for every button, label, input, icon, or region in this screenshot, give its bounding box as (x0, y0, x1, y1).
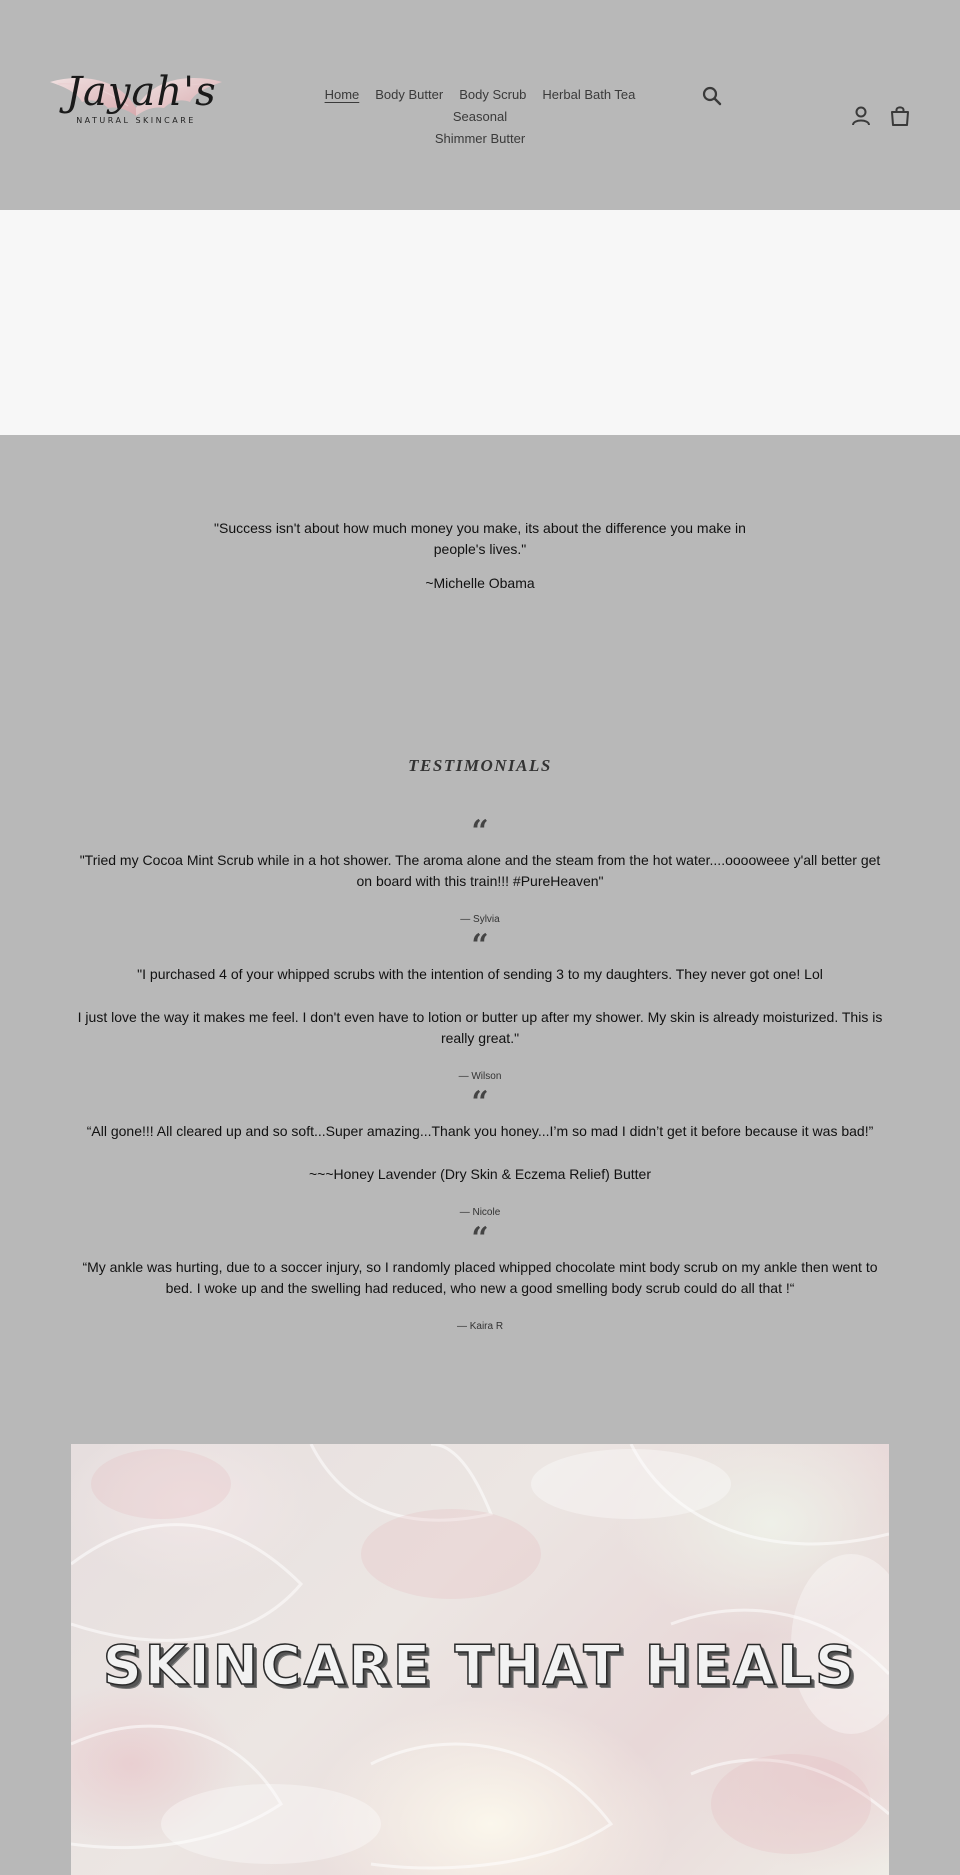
logo-script: Jayah's (66, 69, 217, 115)
site-header (0, 0, 960, 210)
testimonial-item (72, 1221, 888, 1332)
nav-item-herbal-bath-tea[interactable]: Herbal Bath Tea (542, 87, 636, 102)
nav-item-body-scrub[interactable]: Body Scrub (459, 87, 527, 102)
cart-button[interactable] (888, 104, 912, 128)
testimonial-author: — Wilson (458, 1071, 502, 1082)
search-icon (700, 84, 724, 108)
testimonial-text: “My ankle was hurting, due to a soccer injury, so I randomly placed whipped chocolate mint body scrub on my ankle then went to bed. I woke up and the swelling had reduced, who new a good smelling body scrub could do all that !“ (82, 1259, 878, 1296)
account-button[interactable] (849, 104, 873, 128)
hero-placeholder (0, 210, 960, 435)
cart-icon (888, 104, 912, 128)
testimonial-text: “All gone!!! All cleared up and so soft...Super amazing...Thank you honey...I’m so mad I didn’t get it before because it was bad!” (86, 1123, 874, 1139)
testimonial-author: — Kaira R (456, 1321, 504, 1332)
quote-text: "Success isn't about how much money you make, its about the difference you make in people's lives." (214, 520, 746, 557)
testimonial-text: "Tried my Cocoa Mint Scrub while in a hot shower. The aroma alone and the steam from the hot water....ooooweee y'all better get on board with this train!!! #PureHeaven" (79, 852, 881, 889)
nav-item-body-butter[interactable]: Body Butter (375, 87, 444, 102)
search-button[interactable] (700, 84, 724, 108)
testimonial-author: — Nicole (459, 1207, 501, 1218)
nav-item-seasonal[interactable]: Seasonal (452, 109, 508, 124)
testimonial-author: — Sylvia (460, 914, 500, 925)
quote-mark-icon: “ (471, 1085, 489, 1120)
quote-mark-icon: “ (471, 814, 489, 849)
testimonial-text: ~~~Honey Lavender (Dry Skin & Eczema Relief) Butter (309, 1166, 651, 1182)
account-icon (849, 104, 873, 128)
testimonial-text: "I purchased 4 of your whipped scrubs with the intention of sending 3 to my daughters. They never got one! Lol (137, 966, 823, 982)
testimonial-item (72, 928, 888, 1082)
main-nav (286, 84, 674, 150)
quote-author: ~Michelle Obama (425, 575, 535, 591)
logo-tagline: NATURAL SKINCARE (76, 116, 196, 125)
featured-quote (210, 518, 750, 594)
testimonials-heading: TESTIMONIALS (408, 756, 552, 775)
quote-mark-icon: “ (471, 1221, 489, 1256)
site-logo[interactable] (48, 64, 224, 144)
nav-item-shimmer-butter[interactable]: Shimmer Butter (434, 131, 526, 146)
testimonial-text: I just love the way it makes me feel. I don't even have to lotion or butter up after my shower. My skin is already moisturized. This is really great." (77, 1009, 883, 1046)
testimonial-item (72, 814, 888, 925)
quote-mark-icon: “ (471, 928, 489, 963)
rose-petals-banner (71, 1444, 889, 1875)
nav-item-home[interactable]: Home (324, 87, 360, 102)
testimonial-item (72, 1085, 888, 1218)
banner-headline: SKINCARE THAT HEALS (102, 1634, 858, 1697)
